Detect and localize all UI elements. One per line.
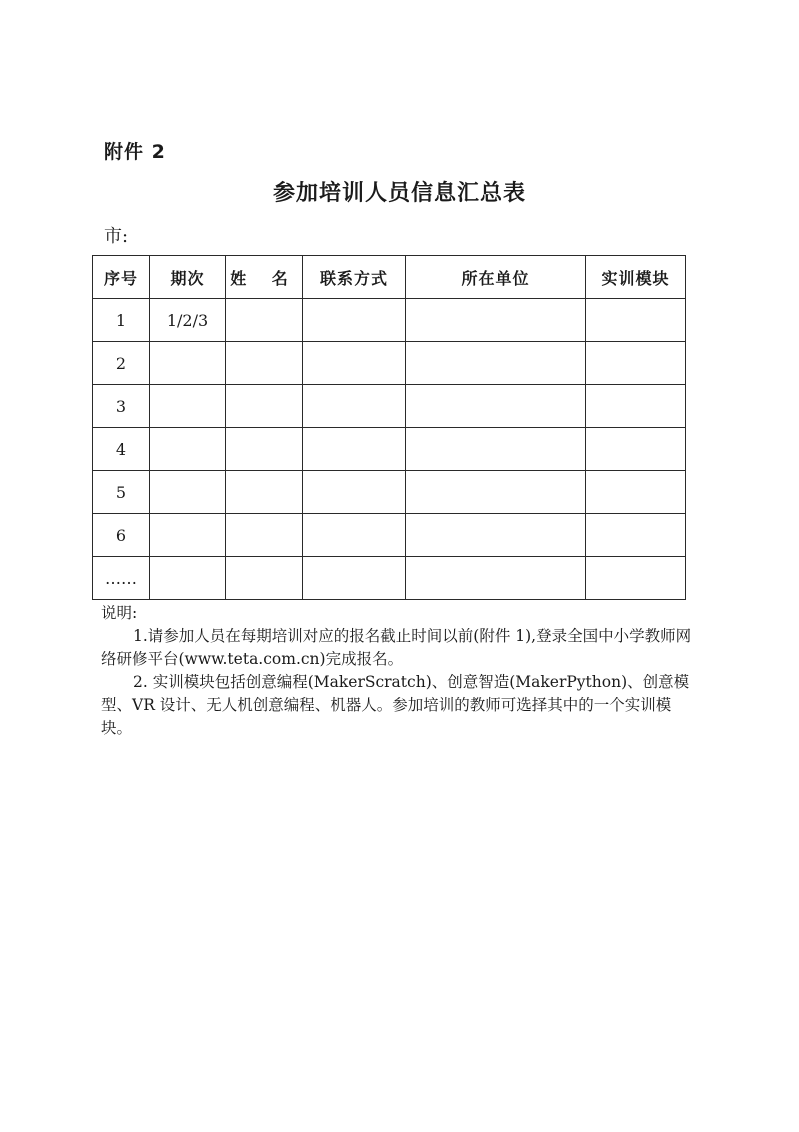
column-header-session: 期次 [150, 256, 226, 299]
table-row [93, 342, 686, 385]
table-cell [406, 428, 586, 471]
column-header-name: 姓 名 [226, 256, 303, 299]
table-cell: 4 [93, 428, 150, 471]
table-cell [226, 428, 303, 471]
table-cell: 5 [93, 471, 150, 514]
table-cell [150, 385, 226, 428]
table-cell: 6 [93, 514, 150, 557]
table-cell [303, 342, 406, 385]
table-cell [226, 342, 303, 385]
table-cell [586, 385, 686, 428]
table-cell [150, 471, 226, 514]
table-cell [586, 342, 686, 385]
table-row [93, 471, 686, 514]
table-cell [226, 514, 303, 557]
table-cell: 1/2/3 [150, 299, 226, 342]
table-cell [406, 557, 586, 600]
table-header-row [93, 256, 686, 299]
note-item-registration: 1.请参加人员在每期培训对应的报名截止时间以前(附件 1),登录全国中小学教师网络研修平台(www.teta.com.cn)完成报名。 [101, 627, 692, 668]
table-cell [226, 385, 303, 428]
table-cell [406, 385, 586, 428]
notes-section [101, 602, 701, 740]
table-cell [150, 557, 226, 600]
table-cell [303, 428, 406, 471]
city-label: 市: [104, 226, 129, 247]
table-cell [150, 342, 226, 385]
table-cell [406, 514, 586, 557]
participant-table [92, 255, 686, 600]
table-cell [303, 514, 406, 557]
note-item-modules: 2. 实训模块包括创意编程(MakerScratch)、创意智造(MakerPython)、创意模型、VR 设计、无人机创意编程、机器人。参加培训的教师可选择其中的一个实训模块。 [101, 673, 690, 737]
table-cell [586, 514, 686, 557]
table-cell [150, 428, 226, 471]
table-cell [406, 342, 586, 385]
table-row [93, 428, 686, 471]
column-header-organization: 所在单位 [406, 256, 586, 299]
table-cell [150, 514, 226, 557]
table-cell [226, 299, 303, 342]
table-cell [303, 299, 406, 342]
table-cell [586, 557, 686, 600]
table-cell [586, 299, 686, 342]
table-row [93, 385, 686, 428]
table-cell: …… [93, 557, 150, 600]
table-row [93, 557, 686, 600]
table-cell [406, 299, 586, 342]
attachment-label: 附件 2 [104, 141, 166, 163]
column-header-contact: 联系方式 [303, 256, 406, 299]
table-cell [406, 471, 586, 514]
table-cell [586, 471, 686, 514]
column-header-module: 实训模块 [586, 256, 686, 299]
table-cell [586, 428, 686, 471]
column-header-index: 序号 [93, 256, 150, 299]
table-cell [303, 557, 406, 600]
table-cell [226, 557, 303, 600]
document-title: 参加培训人员信息汇总表 [272, 181, 526, 206]
notes-heading: 说明: [101, 604, 138, 622]
table-row [93, 514, 686, 557]
table-row [93, 299, 686, 342]
table-cell [303, 471, 406, 514]
table-cell: 2 [93, 342, 150, 385]
table-cell: 3 [93, 385, 150, 428]
table-cell: 1 [93, 299, 150, 342]
table-cell [303, 385, 406, 428]
table-cell [226, 471, 303, 514]
